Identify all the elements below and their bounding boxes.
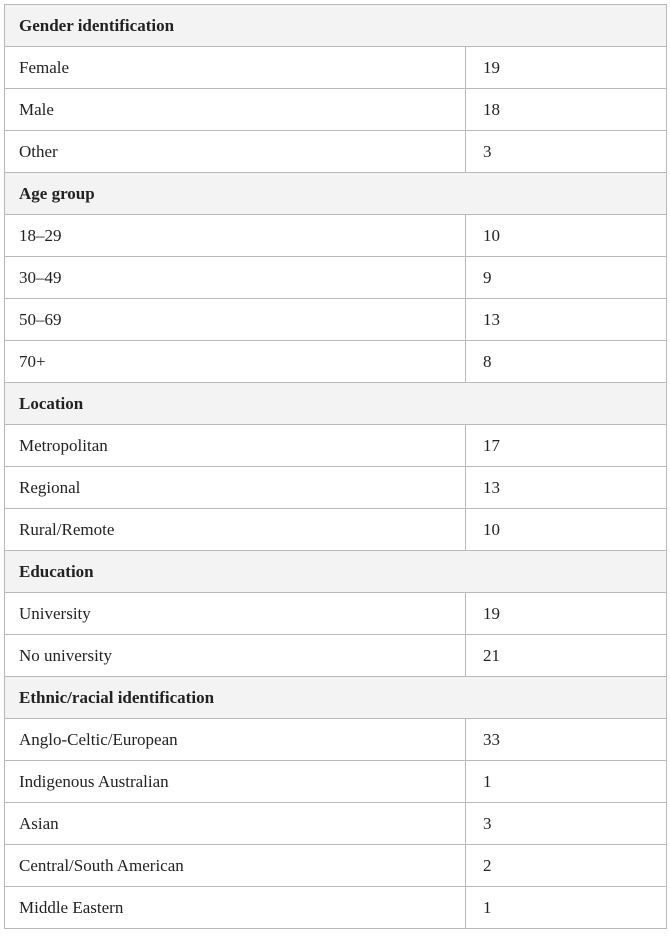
- table-row: [5, 509, 667, 551]
- table-row: [5, 803, 667, 845]
- row-label: No university: [5, 635, 466, 677]
- row-label: Male: [5, 89, 466, 131]
- row-label: Regional: [5, 467, 466, 509]
- row-count: 2: [466, 845, 667, 887]
- row-label: Metropolitan: [5, 425, 466, 467]
- table-row: [5, 719, 667, 761]
- table-row: [5, 341, 667, 383]
- row-label: 18–29: [5, 215, 466, 257]
- row-count: 3: [466, 803, 667, 845]
- row-count: 13: [466, 299, 667, 341]
- row-count: 8: [466, 341, 667, 383]
- table-row: [5, 887, 667, 929]
- demographics-table-body: [5, 5, 667, 929]
- row-label: Female: [5, 47, 466, 89]
- row-label: Central/South American: [5, 845, 466, 887]
- section-header-row: [5, 383, 667, 425]
- section-title: Education: [5, 551, 667, 593]
- table-row: [5, 635, 667, 677]
- section-header-row: [5, 173, 667, 215]
- table-row: [5, 425, 667, 467]
- row-label: Asian: [5, 803, 466, 845]
- row-count: 10: [466, 215, 667, 257]
- row-label: 50–69: [5, 299, 466, 341]
- row-count: 1: [466, 761, 667, 803]
- section-title: Location: [5, 383, 667, 425]
- row-count: 21: [466, 635, 667, 677]
- section-header-row: [5, 5, 667, 47]
- table-row: [5, 761, 667, 803]
- section-header-row: [5, 551, 667, 593]
- table-row: [5, 215, 667, 257]
- row-count: 13: [466, 467, 667, 509]
- row-count: 17: [466, 425, 667, 467]
- row-label: Rural/Remote: [5, 509, 466, 551]
- row-label: University: [5, 593, 466, 635]
- section-title: Gender identification: [5, 5, 667, 47]
- demographics-table: [4, 4, 667, 929]
- row-count: 9: [466, 257, 667, 299]
- table-row: [5, 845, 667, 887]
- table-row: [5, 89, 667, 131]
- row-count: 10: [466, 509, 667, 551]
- section-title: Ethnic/racial identification: [5, 677, 667, 719]
- row-count: 1: [466, 887, 667, 929]
- row-label: 30–49: [5, 257, 466, 299]
- row-label: 70+: [5, 341, 466, 383]
- table-row: [5, 257, 667, 299]
- section-title: Age group: [5, 173, 667, 215]
- row-count: 3: [466, 131, 667, 173]
- row-count: 19: [466, 593, 667, 635]
- row-label: Indigenous Australian: [5, 761, 466, 803]
- row-count: 19: [466, 47, 667, 89]
- row-count: 33: [466, 719, 667, 761]
- row-label: Anglo-Celtic/European: [5, 719, 466, 761]
- row-label: Other: [5, 131, 466, 173]
- row-count: 18: [466, 89, 667, 131]
- row-label: Middle Eastern: [5, 887, 466, 929]
- table-row: [5, 47, 667, 89]
- table-row: [5, 593, 667, 635]
- table-row: [5, 467, 667, 509]
- section-header-row: [5, 677, 667, 719]
- table-row: [5, 299, 667, 341]
- table-row: [5, 131, 667, 173]
